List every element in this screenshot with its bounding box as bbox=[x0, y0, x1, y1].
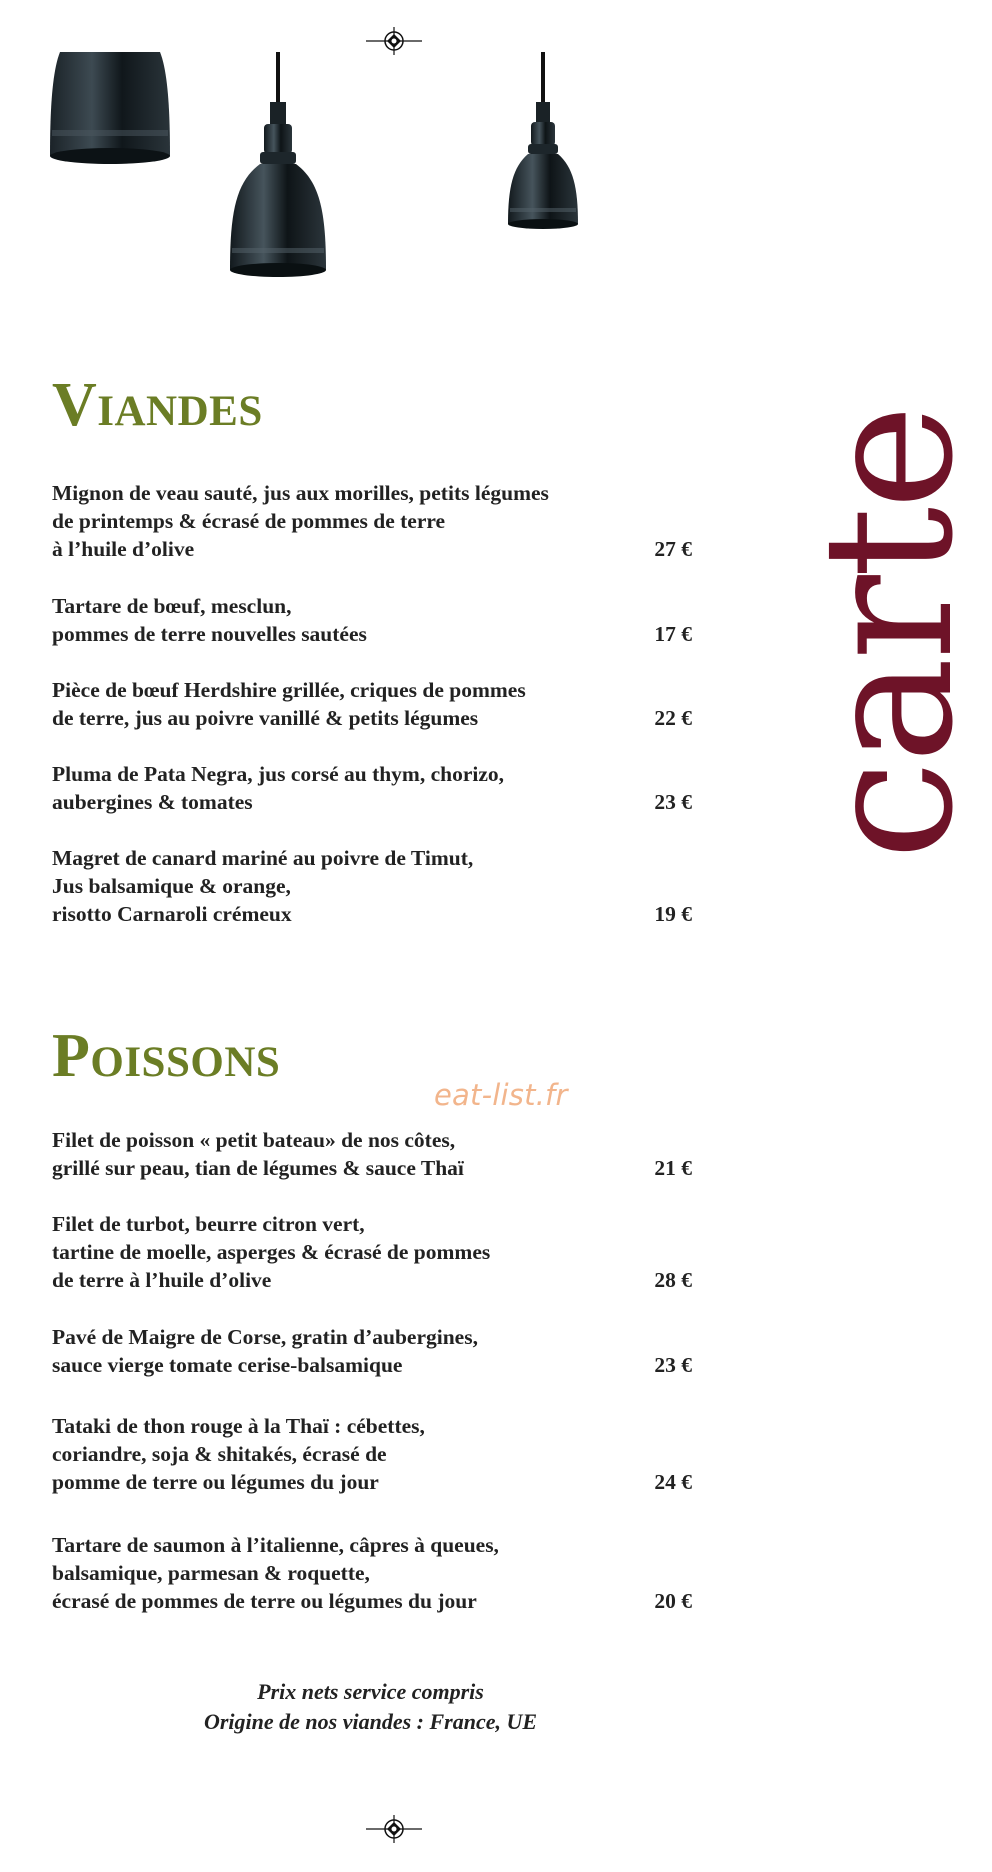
menu-item bbox=[52, 760, 692, 816]
item-line: grillé sur peau, tian de légumes & sauce Thaï bbox=[52, 1156, 464, 1180]
item-price: 21 € bbox=[654, 1156, 692, 1180]
item-line: sauce vierge tomate cerise-balsamique bbox=[52, 1353, 403, 1377]
item-line: Jus balsamique & orange, bbox=[52, 874, 291, 898]
item-price: 23 € bbox=[654, 1353, 692, 1377]
item-price: 27 € bbox=[654, 537, 692, 561]
item-line: risotto Carnaroli crémeux bbox=[52, 902, 292, 926]
footer-origin-note: Origine de nos viandes : France, UE bbox=[203, 1709, 538, 1734]
item-line: Pièce de bœuf Herdshire grillée, criques de pommes bbox=[52, 678, 526, 702]
item-line: de printemps & écrasé de pommes de terre bbox=[52, 509, 446, 533]
crosshair-registration-icon bbox=[366, 1815, 422, 1843]
item-line: Filet de turbot, beurre citron vert, bbox=[52, 1212, 365, 1236]
item-line: Filet de poisson « petit bateau» de nos côtes, bbox=[52, 1128, 456, 1152]
item-line: de terre à l’huile d’olive bbox=[52, 1268, 272, 1292]
item-price: 22 € bbox=[654, 706, 692, 730]
menu-item bbox=[52, 1531, 692, 1615]
item-price: 17 € bbox=[654, 622, 692, 646]
item-line: pomme de terre ou légumes du jour bbox=[52, 1470, 379, 1494]
item-line: Tataki de thon rouge à la Thaï : cébettes, bbox=[52, 1414, 425, 1438]
crosshair-registration-icon bbox=[366, 27, 422, 55]
item-price: 24 € bbox=[654, 1470, 692, 1494]
menu-item bbox=[52, 1126, 692, 1182]
item-line: balsamique, parmesan & roquette, bbox=[52, 1561, 370, 1585]
menu-item bbox=[52, 1210, 692, 1294]
pendant-lamp-icon bbox=[226, 52, 330, 282]
item-price: 28 € bbox=[654, 1268, 692, 1292]
menu-item bbox=[52, 479, 692, 563]
item-price: 23 € bbox=[654, 790, 692, 814]
item-line: aubergines & tomates bbox=[52, 790, 253, 814]
pendant-lamp-icon bbox=[505, 52, 581, 232]
item-line: Magret de canard mariné au poivre de Timut, bbox=[52, 846, 474, 870]
footer-prices-note: Prix nets service compris bbox=[257, 1679, 484, 1704]
section-title-viandes: Viandes bbox=[52, 371, 263, 439]
menu-item bbox=[52, 1412, 692, 1496]
item-line: à l’huile d’olive bbox=[52, 537, 195, 561]
menu-item bbox=[52, 844, 692, 928]
item-line: coriandre, soja & shitakés, écrasé de bbox=[52, 1442, 387, 1466]
carte-vertical-title-wrap bbox=[680, 270, 992, 870]
item-line: Pavé de Maigre de Corse, gratin d’aubergines, bbox=[52, 1325, 478, 1349]
item-line: Tartare de bœuf, mesclun, bbox=[52, 594, 292, 618]
item-line: écrasé de pommes de terre ou légumes du jour bbox=[52, 1589, 477, 1613]
menu-item bbox=[52, 676, 692, 732]
item-line: Pluma de Pata Negra, jus corsé au thym, chorizo, bbox=[52, 762, 505, 786]
item-price: 19 € bbox=[654, 902, 692, 926]
pendant-lamp-icon bbox=[48, 52, 172, 166]
menu-item bbox=[52, 592, 692, 648]
item-line: Tartare de saumon à l’italienne, câpres à queues, bbox=[52, 1533, 499, 1557]
section-title-poissons: Poissons bbox=[52, 1022, 281, 1090]
item-line: de terre, jus au poivre vanillé & petits légumes bbox=[52, 706, 479, 730]
carte-vertical-title: carte bbox=[785, 407, 992, 860]
watermark: eat-list.fr bbox=[434, 1078, 568, 1112]
item-line: pommes de terre nouvelles sautées bbox=[52, 622, 367, 646]
item-price: 20 € bbox=[654, 1589, 692, 1613]
item-line: tartine de moelle, asperges & écrasé de pommes bbox=[52, 1240, 491, 1264]
menu-item bbox=[52, 1323, 692, 1379]
item-line: Mignon de veau sauté, jus aux morilles, petits légumes bbox=[52, 481, 549, 505]
